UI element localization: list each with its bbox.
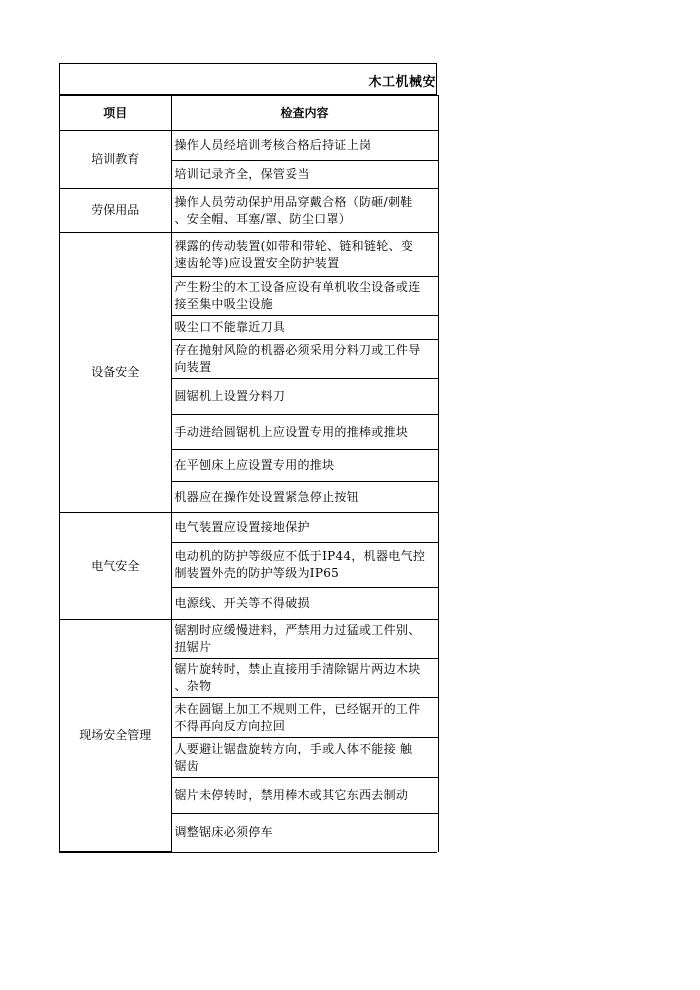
check-item: 电气装置应设置接地保护 — [171, 513, 438, 543]
check-item: 未在圆锯上加工不规则工件，已经锯开的工件 不得再向反方向拉回 — [171, 698, 438, 738]
check-item: 电动机的防护等级应不低于IP44，机器电气控 制装置外壳的防护等级为IP65 — [171, 543, 438, 588]
table-row — [60, 131, 438, 161]
header-row — [60, 96, 438, 131]
section-name: 电气安全 — [60, 513, 171, 620]
section-name: 设备安全 — [60, 233, 171, 513]
check-item: 操作人员劳动保护用品穿戴合格（防砸/刺鞋 、安全帽、耳塞/罩、防尘口罩） — [171, 189, 438, 233]
check-item: 机器应在操作处设置紧急停止按钮 — [171, 482, 438, 513]
check-item: 手动进给圆锯机上应设置专用的推棒或推块 — [171, 415, 438, 450]
check-item: 操作人员经培训考核合格后持证上岗 — [171, 131, 438, 161]
inspection-table — [60, 95, 439, 852]
inspection-sheet — [59, 63, 437, 853]
table-row — [60, 513, 438, 543]
check-item: 调整锯床必须停车 — [171, 814, 438, 852]
section-name: 现场安全管理 — [60, 620, 171, 852]
check-item: 产生粉尘的木工设备应设有单机收尘设备或连 接至集中吸尘设施 — [171, 277, 438, 316]
table-body — [60, 131, 438, 852]
check-item: 培训记录齐全，保管妥当 — [171, 161, 438, 189]
section-name: 培训教育 — [60, 131, 171, 189]
check-item: 裸露的传动装置(如带和带轮、链和链轮、变 速齿轮等)应设置安全防护装置 — [171, 233, 438, 277]
check-item: 吸尘口不能靠近刀具 — [171, 316, 438, 340]
table-row — [60, 233, 438, 277]
check-item: 电源线、开关等不得破损 — [171, 588, 438, 620]
section-name: 劳保用品 — [60, 189, 171, 233]
header-item: 项目 — [60, 96, 171, 131]
check-item: 存在抛射风险的机器必须采用分料刀或工件导 向装置 — [171, 340, 438, 379]
table-row — [60, 189, 438, 233]
header-content: 检查内容 — [171, 96, 438, 131]
check-item: 圆锯机上设置分料刀 — [171, 379, 438, 415]
title-row — [60, 64, 437, 95]
check-item: 人要避让锯盘旋转方向，手或人体不能接 触 锯齿 — [171, 738, 438, 778]
sheet-title: 木工机械安 — [368, 75, 436, 90]
table-row — [60, 620, 438, 659]
check-item: 锯片旋转时，禁止直接用手清除锯片两边木块 、杂物 — [171, 659, 438, 698]
check-item: 在平刨床上应设置专用的推块 — [171, 450, 438, 482]
check-item: 锯割时应缓慢进料，严禁用力过猛或工件别、 扭锯片 — [171, 620, 438, 659]
check-item: 锯片未停转时，禁用棒木或其它东西去制动 — [171, 778, 438, 814]
